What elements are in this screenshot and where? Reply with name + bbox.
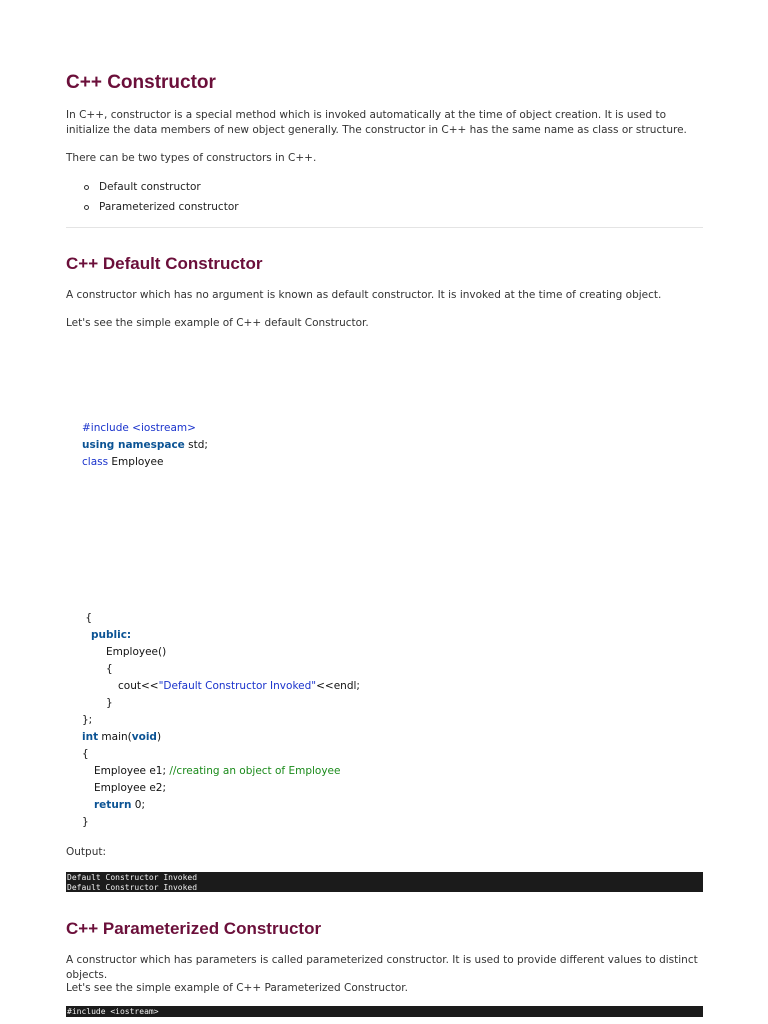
- code-include: #include <iostream>: [82, 422, 196, 434]
- default-example-intro: Let's see the simple example of C++ default Constructor.: [66, 317, 369, 329]
- code-keyword: using namespace: [82, 439, 185, 451]
- code-keyword: return: [94, 799, 132, 811]
- list-item: Default constructor: [66, 177, 466, 197]
- heading-default-constructor: C++ Default Constructor: [66, 254, 263, 273]
- code-block-body: [82, 610, 360, 831]
- code-text: {: [106, 663, 113, 675]
- code-string: "Default Constructor Invoked": [158, 680, 317, 692]
- code-text: 0;: [131, 799, 146, 811]
- intro-paragraph: In C++, constructor is a special method which is invoked automatically at the time of object creation. It is used to initialize the data members of new object generally. The constructor in C++ has the same name as class or structure.: [66, 109, 687, 136]
- default-constructor-description: A constructor which has no argument is known as default constructor. It is invoked at the time of creating object.: [66, 289, 662, 301]
- types-paragraph: There can be two types of constructors in C++.: [66, 152, 317, 164]
- code-keyword: class: [82, 456, 109, 468]
- parameterized-example-intro: Let's see the simple example of C++ Parameterized Constructor.: [66, 982, 408, 994]
- code-text: cout<<: [118, 680, 159, 692]
- output-label: Output:: [66, 846, 107, 858]
- parameterized-description: A constructor which has parameters is called parameterized constructor. It is used to provide different values to distinct objects.: [66, 954, 698, 981]
- section-divider: [66, 227, 703, 228]
- code-text: {: [82, 748, 89, 760]
- output-console: [66, 872, 703, 892]
- code-keyword: void: [131, 731, 157, 743]
- console-line: Default Constructor Invoked: [67, 883, 198, 892]
- code-keyword: public:: [91, 629, 132, 641]
- heading-parameterized-constructor: C++ Parameterized Constructor: [66, 919, 322, 938]
- code-text: };: [82, 714, 93, 726]
- code-text: <<endl;: [316, 680, 360, 692]
- code-keyword: int: [82, 731, 99, 743]
- console-line: Default Constructor Invoked: [67, 873, 198, 882]
- code-text: ): [156, 731, 162, 743]
- code-text: Employee(): [106, 646, 167, 658]
- code-text: Employee: [108, 456, 164, 468]
- constructor-types-list: [66, 177, 466, 217]
- code-text: main(: [98, 731, 132, 743]
- code-text: Employee e1;: [94, 765, 170, 777]
- code-text: {: [82, 612, 93, 624]
- code-text: }: [106, 697, 113, 709]
- code-block-header: [82, 420, 208, 471]
- code-text: std;: [184, 439, 208, 451]
- code-comment: //creating an object of Employee: [169, 765, 341, 777]
- list-item: Parameterized constructor: [66, 197, 466, 217]
- code-console-start: [66, 1006, 703, 1017]
- code-text: Employee e2;: [94, 782, 167, 794]
- code-text: }: [82, 816, 89, 828]
- heading-cpp-constructor: C++ Constructor: [66, 72, 216, 93]
- console-line: #include <iostream>: [67, 1007, 159, 1016]
